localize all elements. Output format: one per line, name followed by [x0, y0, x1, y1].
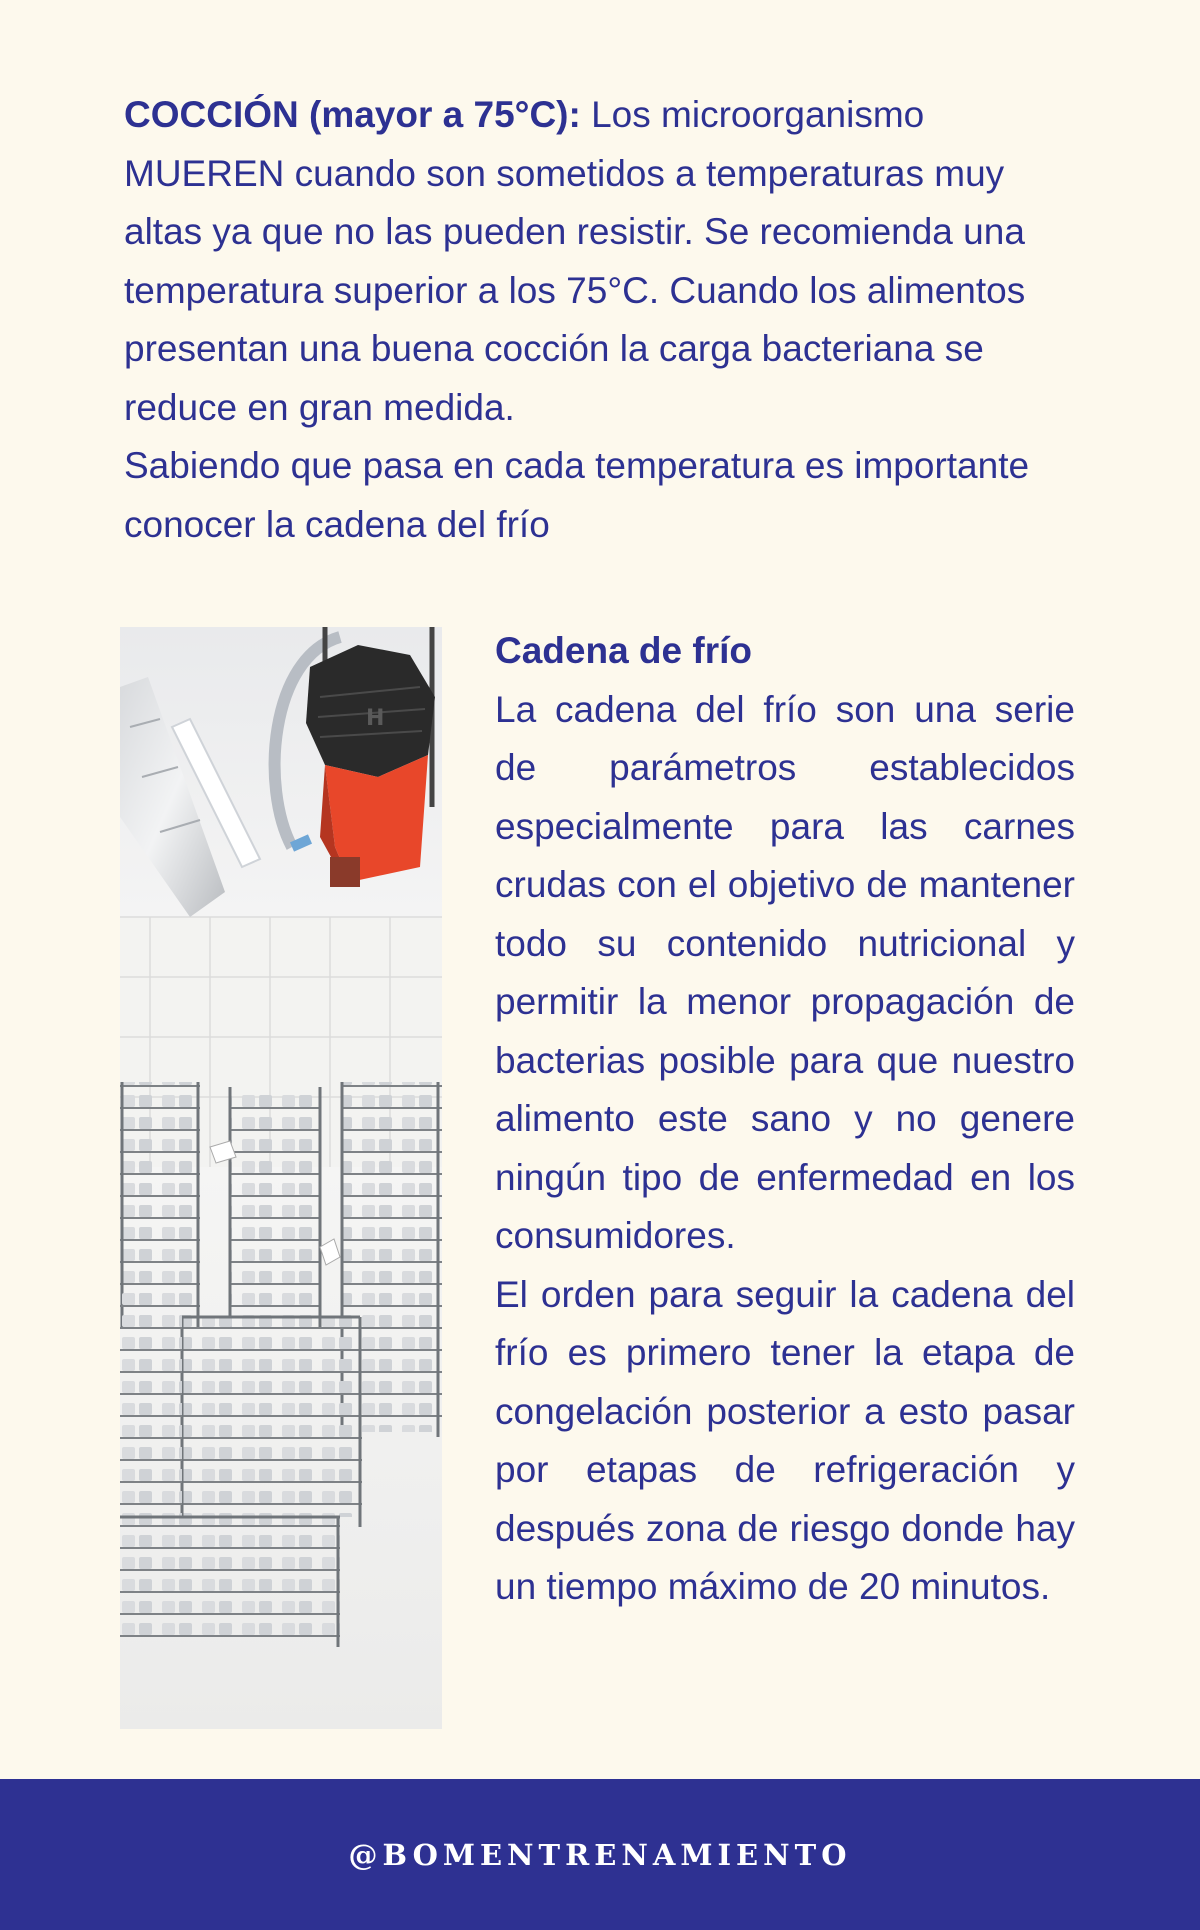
cold-room-photo: [120, 627, 442, 1729]
section-paragraph-1: La cadena del frío son una serie de parámetros establecidos especialmente para las carnes crudas con el objetivo de mantener todo su contenido nutricional y permitir la menor propagación de bacterias posible para que nuestro alimento este sano y no genere ningún tipo de enfermedad en los consumidores.: [495, 688, 1075, 1256]
intro-note: Sabiendo que pasa en cada temperatura es importante conocer la cadena del frío: [124, 445, 1030, 545]
section-paragraph-2: El orden para seguir la cadena del frío es primero tener la etapa de congelación posterior a esto pasar por etapas de refrigeración y después zona de riesgo donde hay un tiempo máximo de 20 minutos.: [495, 1273, 1075, 1607]
intro-paragraph: [124, 86, 1084, 437]
intro-text: [124, 86, 1084, 554]
svg-text:H: H: [366, 706, 385, 731]
section-title: Cadena de frío: [495, 630, 752, 671]
footer-bar: [0, 1779, 1200, 1930]
social-handle[interactable]: @BOMENTRENAMIENTO: [348, 1837, 852, 1872]
intro-heading: COCCIÓN (mayor a 75°C):: [124, 94, 581, 135]
intro-body: Los microorganismo MUEREN cuando son sometidos a temperaturas muy altas ya que no las pueden resistir. Se recomienda una temperatura superior a los 75°C. Cuando los alimentos presentan una buena cocción la carga bacteriana se reduce en gran medida.: [124, 94, 1026, 428]
cold-chain-section: [495, 622, 1075, 1617]
